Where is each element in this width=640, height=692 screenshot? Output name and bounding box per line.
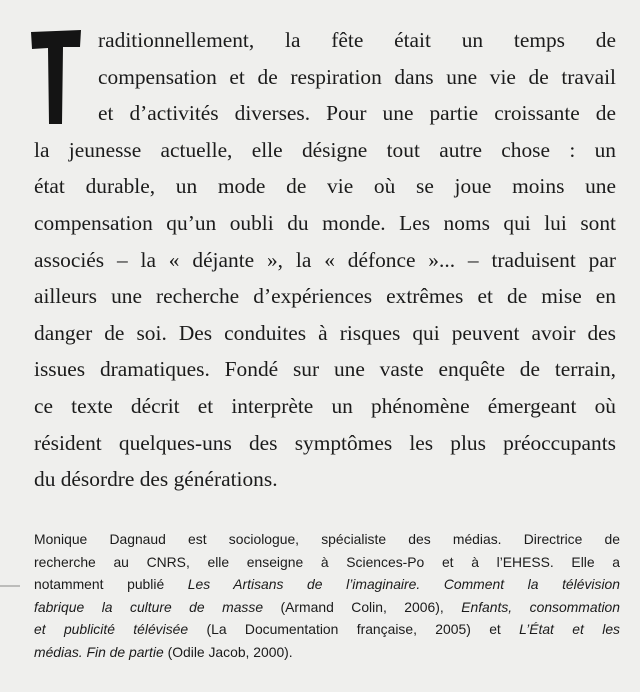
- book-title-artisans: Les Artisans de l’imaginaire. Comment la télévision: [187, 576, 620, 593]
- bio-line: recherche au CNRS, elle enseigne à Sciences-Po et à l’EHESS. Elle a: [34, 553, 620, 570]
- bio-line: [34, 596, 620, 619]
- book-title-etat-cont: médias. Fin de partie: [34, 643, 164, 660]
- book-title-enfants: Enfants, consommation: [461, 598, 620, 615]
- blurb-line: du désordre des générations.: [34, 467, 278, 492]
- scan-mark: [0, 585, 20, 587]
- blurb-line: compensation qu’un oubli du monde. Les noms qui lui sont: [34, 210, 616, 235]
- book-title-artisans-cont: fabrique la culture de masse: [34, 598, 264, 615]
- blurb-line: danger de soi. Des conduites à risques qui peuvent avoir des: [34, 320, 616, 345]
- blurb-line: et d’activités diverses. Pour une partie croissante de: [98, 101, 616, 126]
- blurb-line: issues dramatiques. Fondé sur une vaste enquête de terrain,: [34, 357, 616, 382]
- bio-line: [34, 618, 620, 641]
- bio-line: Monique Dagnaud est sociologue, spécialiste des médias. Directrice de: [34, 531, 620, 547]
- blurb-text: [34, 22, 616, 498]
- book-title-enfants-cont: et publicité télévisée: [34, 621, 189, 638]
- blurb-line: la jeunesse actuelle, elle désigne tout autre chose : un: [34, 137, 616, 162]
- bio-text: (Odile Jacob, 2000).: [163, 643, 293, 660]
- blurb-line: état durable, un mode de vie où se joue moins une: [34, 174, 616, 199]
- blurb-line: associés – la « déjante », la « défonce »... – traduisent par: [34, 247, 616, 272]
- bio-line: [34, 573, 620, 596]
- blurb-line: compensation et de respiration dans une vie de travail: [98, 64, 616, 89]
- bio-text: (La Documentation française, 2005) et: [188, 621, 520, 638]
- blurb-line: raditionnellement, la fête était un temps de: [98, 28, 616, 52]
- blurb-line: ce texte décrit et interprète un phénomène émergeant où: [34, 393, 616, 418]
- bio-line: [34, 641, 620, 664]
- bio-text: notamment publié: [34, 576, 188, 593]
- book-title-etat: L’État et les: [519, 621, 620, 638]
- author-bio: [34, 528, 620, 664]
- blurb-line: ailleurs une recherche d’expériences extrêmes et de mise en: [34, 284, 616, 309]
- blurb-line: résident quelques-uns des symptômes les plus préoccupants: [34, 430, 616, 455]
- bio-text: (Armand Colin, 2006),: [263, 598, 462, 615]
